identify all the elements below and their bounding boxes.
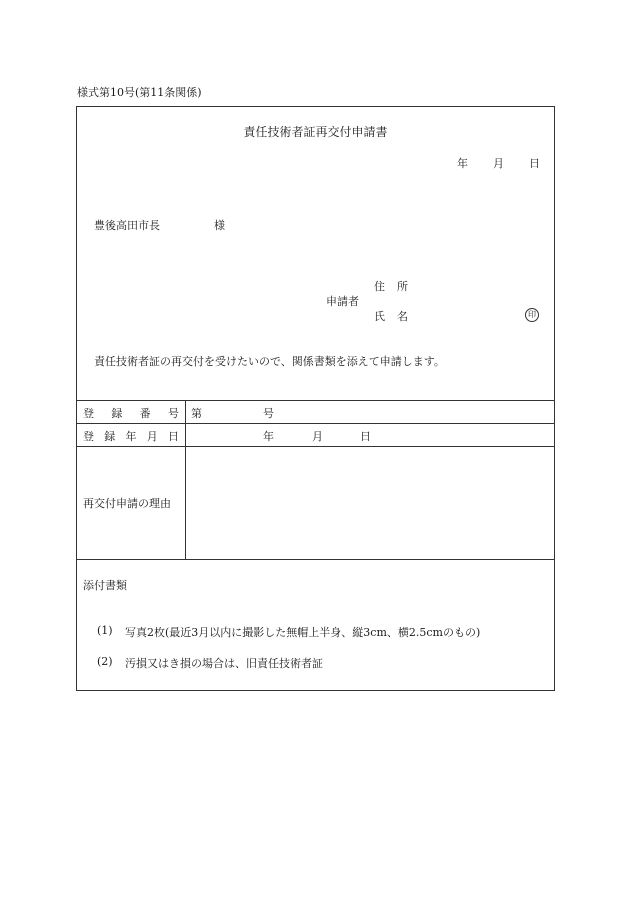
reg-number-label-char: 番	[139, 407, 151, 420]
reg-number-suffix: 号	[263, 407, 274, 420]
addressee-name: 豊後高田市長	[94, 219, 160, 232]
address-label-char: 所	[397, 280, 408, 293]
divider	[77, 423, 554, 424]
application-form	[76, 106, 555, 691]
reg-date-label-char: 登	[83, 430, 94, 443]
date-month-label: 月	[493, 157, 504, 170]
reg-date-day: 日	[360, 430, 371, 443]
attachment-item-text: 写真2枚(最近3月以内に撮影した無帽上半身、縦3cm、横2.5cmのもの)	[125, 626, 481, 639]
seal-mark: 印	[525, 308, 539, 322]
name-label-char: 名	[397, 310, 408, 323]
reg-number-label	[83, 405, 179, 421]
reg-number-label-char: 録	[111, 407, 123, 420]
reg-date-label-char: 日	[168, 430, 179, 443]
reason-field[interactable]	[186, 447, 555, 559]
reg-date-label-char: 録	[104, 430, 116, 443]
attachment-item-number: (1)	[97, 624, 113, 637]
reg-date-label	[83, 428, 179, 444]
form-title: 責任技術者証再交付申請書	[243, 125, 388, 139]
name-label	[374, 308, 408, 324]
applicant-label: 申請者	[326, 295, 359, 308]
reg-date-year: 年	[263, 430, 274, 443]
reg-date-label-char: 月	[146, 430, 158, 443]
addressee-honorific: 様	[214, 219, 225, 232]
application-statement: 責任技術者証の再交付を受けたいので、関係書類を添えて申請します。	[94, 355, 445, 368]
reg-number-prefix: 第	[191, 407, 202, 420]
reg-date-month: 月	[312, 430, 323, 443]
reg-number-label-char: 登	[83, 407, 94, 420]
attachment-item-text: 汚損又はき損の場合は、旧責任技術者証	[125, 657, 323, 670]
divider	[77, 559, 554, 560]
reg-date-label-char: 年	[125, 430, 137, 443]
date-year-label: 年	[457, 157, 468, 170]
date-day-label: 日	[529, 157, 540, 170]
reg-number-label-char: 号	[167, 407, 179, 420]
address-label-char: 住	[374, 280, 385, 293]
attachment-item-number: (2)	[97, 655, 113, 668]
form-number-label: 様式第10号(第11条関係)	[77, 86, 202, 99]
reason-label: 再交付申請の理由	[83, 497, 171, 510]
attachments-heading: 添付書類	[83, 579, 127, 592]
divider	[77, 400, 554, 401]
name-label-char: 氏	[374, 310, 385, 323]
address-label	[374, 278, 408, 294]
